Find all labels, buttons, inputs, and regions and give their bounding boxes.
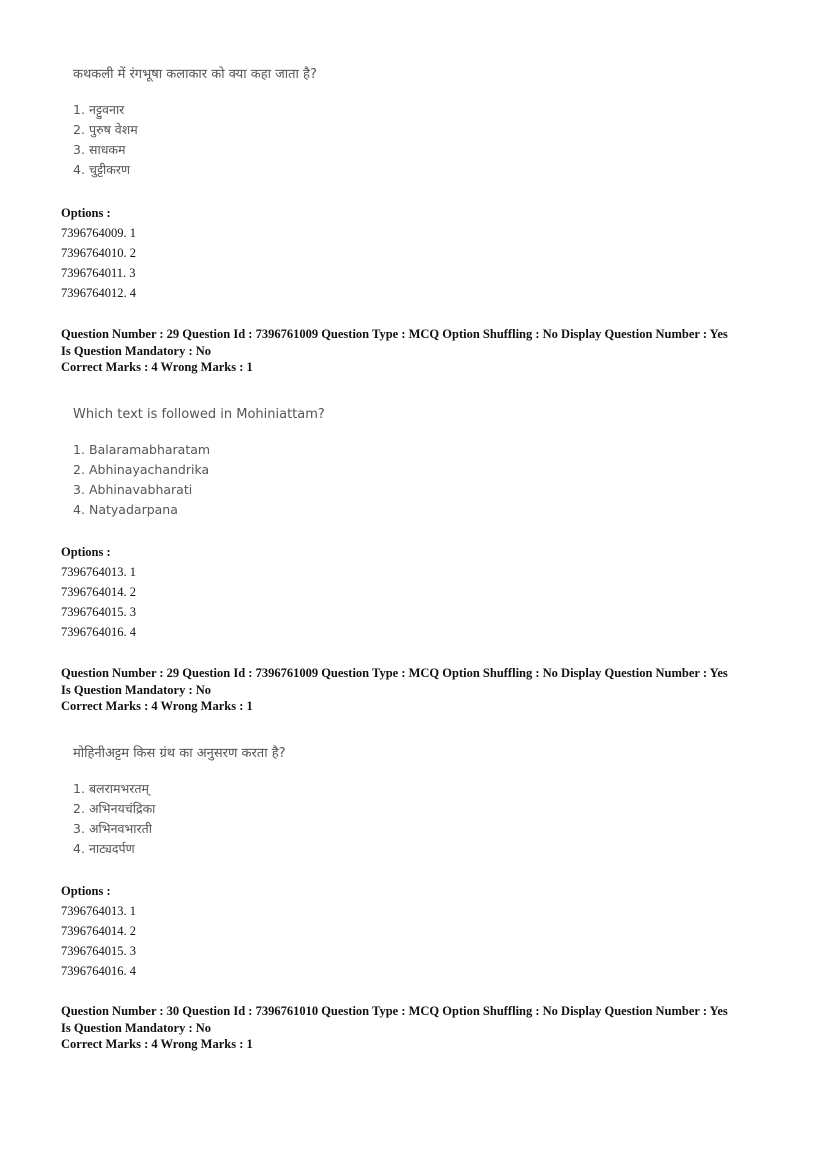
- options-title: Options :: [61, 884, 111, 898]
- question-text: Which text is followed in Mohiniattam?: [73, 407, 325, 422]
- question-text: कथकली में रंगभूषा कलाकार को क्या कहा जाता है?: [73, 67, 317, 82]
- options-section: [61, 542, 136, 642]
- option-id: 7396764014. 2: [61, 585, 136, 599]
- meta-line-mandatory: Is Question Mandatory : No: [61, 343, 212, 358]
- choice-list: [73, 440, 325, 520]
- meta-line-mandatory: Is Question Mandatory : No: [61, 1020, 212, 1035]
- option-id: 7396764015. 3: [61, 944, 136, 958]
- option-id: 7396764015. 3: [61, 605, 136, 619]
- meta-line-marks: Correct Marks : 4 Wrong Marks : 1: [61, 1037, 253, 1051]
- question-meta: [61, 326, 781, 376]
- options-section: [61, 203, 136, 303]
- option-id: 7396764013. 1: [61, 904, 136, 918]
- choice-item: 2. Abhinayachandrika: [73, 462, 210, 477]
- options-title: Options :: [61, 206, 111, 220]
- meta-line-marks: Correct Marks : 4 Wrong Marks : 1: [61, 360, 253, 374]
- choice-item: 2. अभिनयचंद्रिका: [73, 801, 156, 816]
- option-id: 7396764014. 2: [61, 924, 136, 938]
- meta-line-question: Question Number : 29 Question Id : 7396761009 Question Type : MCQ Option Shuffling : No Display Question Number : Yes: [61, 327, 728, 341]
- meta-line-question: Question Number : 29 Question Id : 7396761009 Question Type : MCQ Option Shuffling : No Display Question Number : Yes: [61, 666, 728, 680]
- question-image-hindi-mohiniattam: [73, 745, 286, 859]
- choice-item: 4. Natyadarpana: [73, 502, 178, 517]
- meta-line-marks: Correct Marks : 4 Wrong Marks : 1: [61, 699, 253, 713]
- choice-item: 4. चुट्टीकरण: [73, 162, 131, 177]
- choice-item: 1. Balaramabharatam: [73, 442, 211, 457]
- options-title: Options :: [61, 545, 111, 559]
- choice-item: 1. नट्टुवनार: [73, 102, 125, 117]
- choice-item: 4. नाट्यदर्पण: [73, 841, 135, 856]
- question-meta: [61, 665, 781, 715]
- meta-line-question: Question Number : 30 Question Id : 7396761010 Question Type : MCQ Option Shuffling : No Display Question Number : Yes: [61, 1004, 728, 1018]
- question-text: मोहिनीअट्टम किस ग्रंथ का अनुसरण करता है?: [73, 746, 286, 761]
- question-image-hindi-kathakali: [73, 66, 317, 180]
- choice-item: 1. बलरामभरतम्: [73, 781, 149, 796]
- question-image-english-mohiniattam: [73, 406, 325, 520]
- option-id: 7396764012. 4: [61, 286, 136, 300]
- choice-item: 3. साधकम: [73, 142, 126, 157]
- meta-line-mandatory: Is Question Mandatory : No: [61, 682, 212, 697]
- options-section: [61, 881, 136, 981]
- option-id: 7396764009. 1: [61, 226, 136, 240]
- choice-list: [73, 100, 317, 180]
- option-id: 7396764013. 1: [61, 565, 136, 579]
- choice-list: [73, 779, 286, 859]
- question-meta: [61, 1003, 781, 1053]
- option-id: 7396764010. 2: [61, 246, 136, 260]
- choice-item: 3. अभिनवभारती: [73, 821, 152, 836]
- option-id: 7396764016. 4: [61, 625, 136, 639]
- choice-item: 3. Abhinavabharati: [73, 482, 193, 497]
- option-id: 7396764016. 4: [61, 964, 136, 978]
- choice-item: 2. पुरुष वेशम: [73, 122, 138, 137]
- option-id: 7396764011. 3: [61, 266, 136, 280]
